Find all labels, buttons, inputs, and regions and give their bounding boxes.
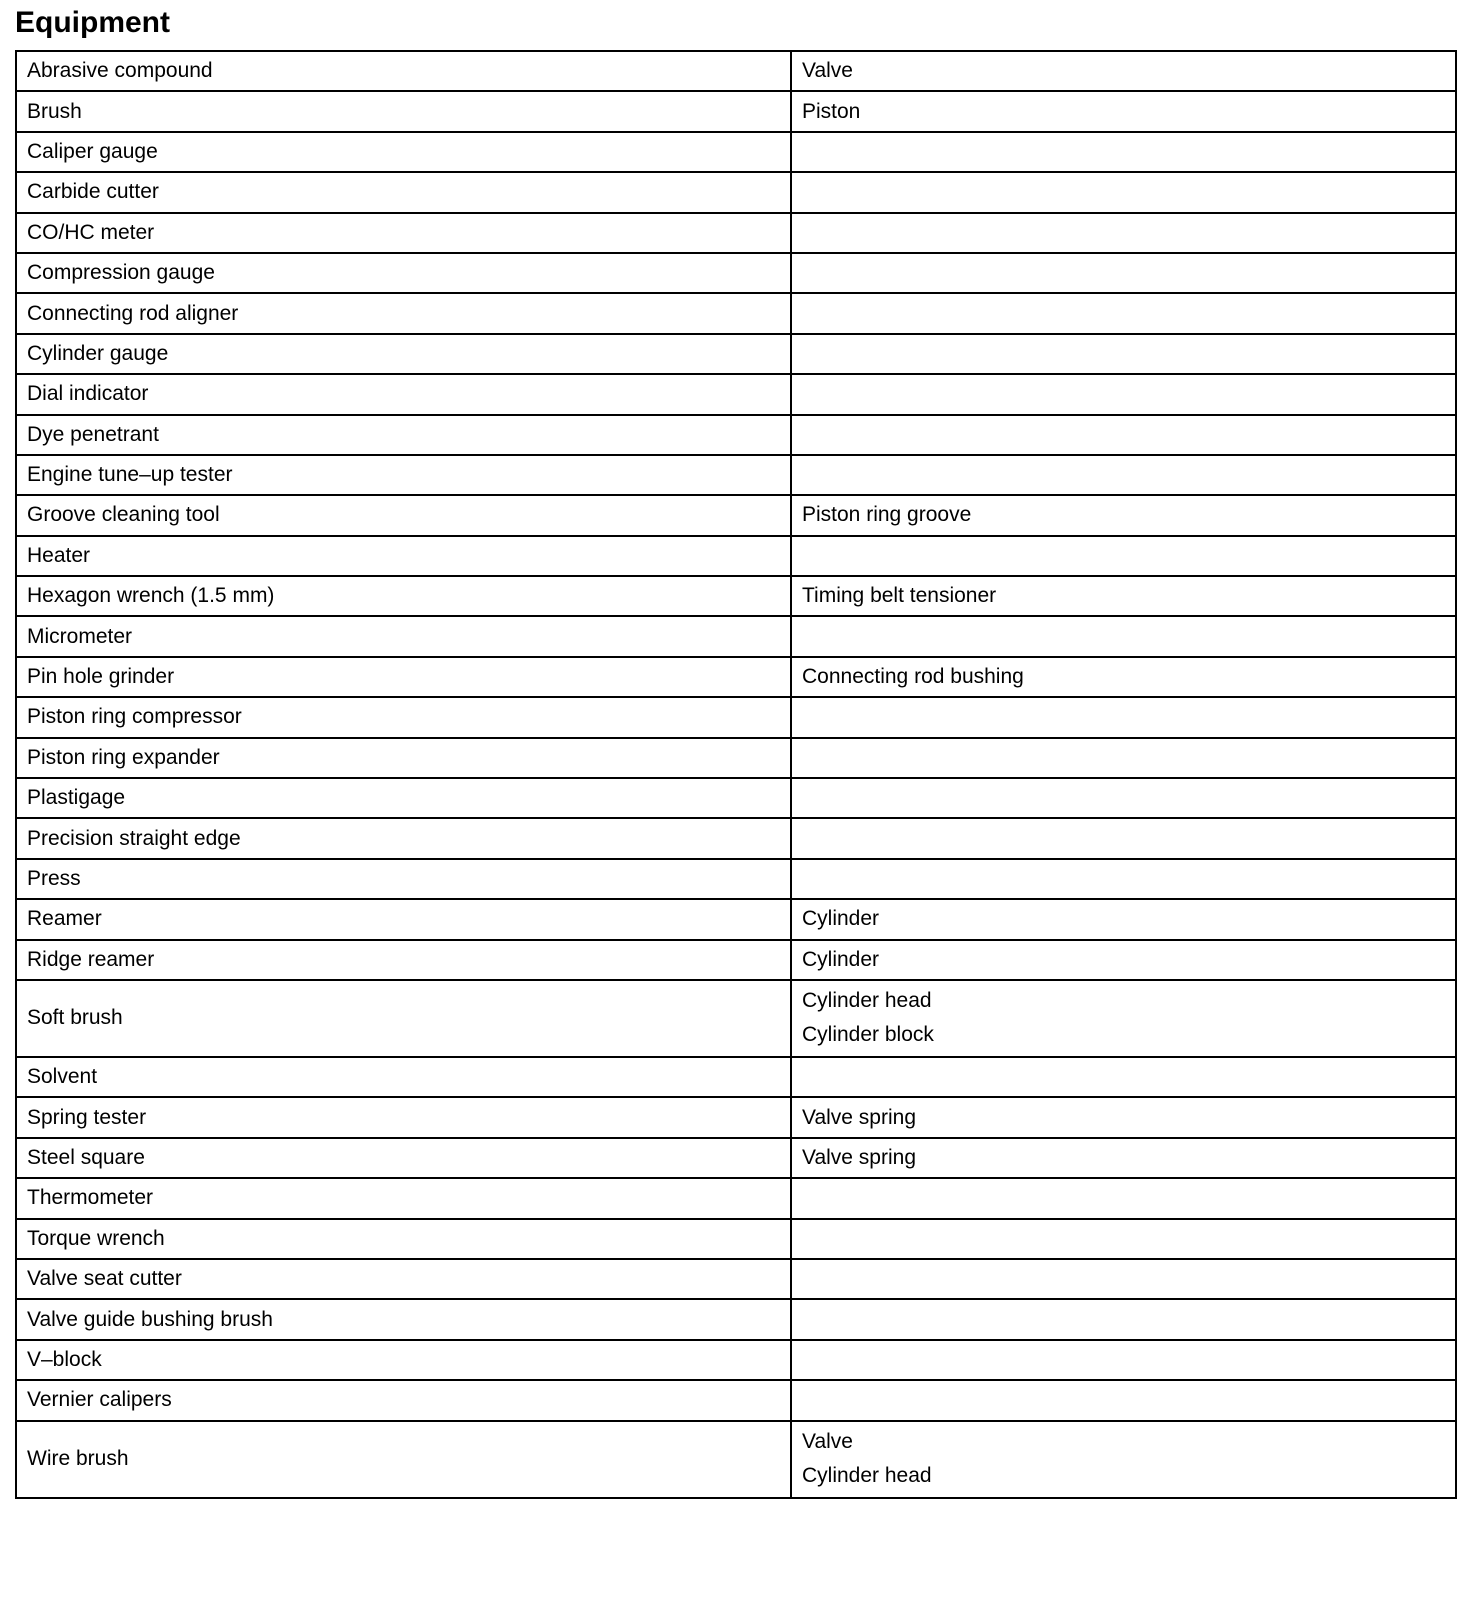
part-cell [791, 1138, 1456, 1178]
equipment-cell: Pin hole grinder [16, 657, 791, 697]
part-cell [791, 374, 1456, 414]
equipment-cell: Heater [16, 536, 791, 576]
table-row [16, 415, 1456, 455]
equipment-cell: Steel square [16, 1138, 791, 1178]
part-cell [791, 293, 1456, 333]
table-row [16, 1057, 1456, 1097]
equipment-cell: Valve guide bushing brush [16, 1299, 791, 1339]
table-row [16, 172, 1456, 212]
table-row [16, 859, 1456, 899]
part-cell [791, 536, 1456, 576]
part-cell [791, 1097, 1456, 1137]
part-name: Piston [802, 99, 861, 123]
part-cell [791, 1259, 1456, 1299]
part-name: Cylinder [802, 947, 880, 971]
table-row [16, 1138, 1456, 1178]
part-cell [791, 1299, 1456, 1339]
part-cell [791, 616, 1456, 656]
part-cell [791, 697, 1456, 737]
table-row [16, 697, 1456, 737]
equipment-cell: Micrometer [16, 616, 791, 656]
equipment-cell: Dial indicator [16, 374, 791, 414]
part-cell [791, 940, 1456, 980]
part-cell [791, 1380, 1456, 1420]
equipment-cell: Dye penetrant [16, 415, 791, 455]
part-cell [791, 51, 1456, 91]
equipment-cell: V–block [16, 1340, 791, 1380]
equipment-cell: Thermometer [16, 1178, 791, 1218]
equipment-cell: Solvent [16, 1057, 791, 1097]
part-name: Valve [802, 59, 853, 83]
equipment-cell: Soft brush [16, 980, 791, 1057]
part-name: Valve [802, 1430, 853, 1453]
part-name: Cylinder head [802, 989, 932, 1013]
table-row [16, 1259, 1456, 1299]
equipment-table-body [16, 51, 1456, 1498]
equipment-cell: Cylinder gauge [16, 334, 791, 374]
part-name: Piston ring groove [802, 503, 972, 527]
equipment-cell: CO/HC meter [16, 213, 791, 253]
part-cell [791, 132, 1456, 172]
table-row [16, 616, 1456, 656]
part-cell [791, 899, 1456, 939]
equipment-cell: Torque wrench [16, 1219, 791, 1259]
table-row [16, 738, 1456, 778]
table-row [16, 778, 1456, 818]
part-cell [791, 818, 1456, 858]
equipment-cell: Compression gauge [16, 253, 791, 293]
equipment-cell: Wire brush [16, 1421, 791, 1498]
equipment-cell: Caliper gauge [16, 132, 791, 172]
table-row [16, 293, 1456, 333]
equipment-cell: Reamer [16, 899, 791, 939]
table-row [16, 657, 1456, 697]
table-row [16, 1299, 1456, 1339]
part-cell [791, 1219, 1456, 1259]
equipment-table [15, 50, 1457, 1499]
table-row [16, 576, 1456, 616]
part-cell [791, 1178, 1456, 1218]
page-title: Equipment [15, 6, 170, 39]
table-row [16, 51, 1456, 91]
table-row [16, 980, 1456, 1057]
equipment-cell: Groove cleaning tool [16, 495, 791, 535]
part-cell [791, 253, 1456, 293]
equipment-cell: Spring tester [16, 1097, 791, 1137]
part-name: Valve spring [802, 1145, 917, 1169]
part-cell [791, 778, 1456, 818]
part-cell [791, 415, 1456, 455]
equipment-cell: Abrasive compound [16, 51, 791, 91]
table-row [16, 940, 1456, 980]
table-row [16, 495, 1456, 535]
part-name: Timing belt tensioner [802, 584, 997, 608]
part-name: Cylinder block [802, 1023, 934, 1047]
part-cell [791, 1421, 1456, 1498]
part-cell [791, 859, 1456, 899]
table-row [16, 1380, 1456, 1420]
equipment-cell: Piston ring expander [16, 738, 791, 778]
equipment-cell: Vernier calipers [16, 1380, 791, 1420]
part-cell [791, 657, 1456, 697]
part-cell [791, 91, 1456, 131]
part-cell [791, 172, 1456, 212]
equipment-cell: Ridge reamer [16, 940, 791, 980]
equipment-cell: Engine tune–up tester [16, 455, 791, 495]
table-row [16, 818, 1456, 858]
table-row [16, 1340, 1456, 1380]
table-row [16, 1421, 1456, 1498]
part-cell [791, 334, 1456, 374]
equipment-cell: Valve seat cutter [16, 1259, 791, 1299]
equipment-cell: Piston ring compressor [16, 697, 791, 737]
part-name: Valve spring [802, 1105, 917, 1129]
equipment-cell: Hexagon wrench (1.5 mm) [16, 576, 791, 616]
table-row [16, 213, 1456, 253]
equipment-cell: Press [16, 859, 791, 899]
part-name: Cylinder head [802, 1464, 932, 1487]
table-row [16, 253, 1456, 293]
part-name: Connecting rod bushing [802, 665, 1024, 689]
part-cell [791, 980, 1456, 1057]
part-cell [791, 213, 1456, 253]
part-cell [791, 738, 1456, 778]
table-row [16, 536, 1456, 576]
part-cell [791, 1057, 1456, 1097]
part-cell [791, 495, 1456, 535]
table-row [16, 132, 1456, 172]
table-row [16, 1097, 1456, 1137]
equipment-cell: Connecting rod aligner [16, 293, 791, 333]
equipment-cell: Brush [16, 91, 791, 131]
part-cell [791, 576, 1456, 616]
part-name: Cylinder [802, 907, 880, 931]
equipment-cell: Precision straight edge [16, 818, 791, 858]
table-row [16, 334, 1456, 374]
table-row [16, 91, 1456, 131]
table-row [16, 374, 1456, 414]
equipment-cell: Carbide cutter [16, 172, 791, 212]
table-row [16, 455, 1456, 495]
table-row [16, 1178, 1456, 1218]
equipment-cell: Plastigage [16, 778, 791, 818]
part-cell [791, 1340, 1456, 1380]
table-row [16, 899, 1456, 939]
table-row [16, 1219, 1456, 1259]
part-cell [791, 455, 1456, 495]
